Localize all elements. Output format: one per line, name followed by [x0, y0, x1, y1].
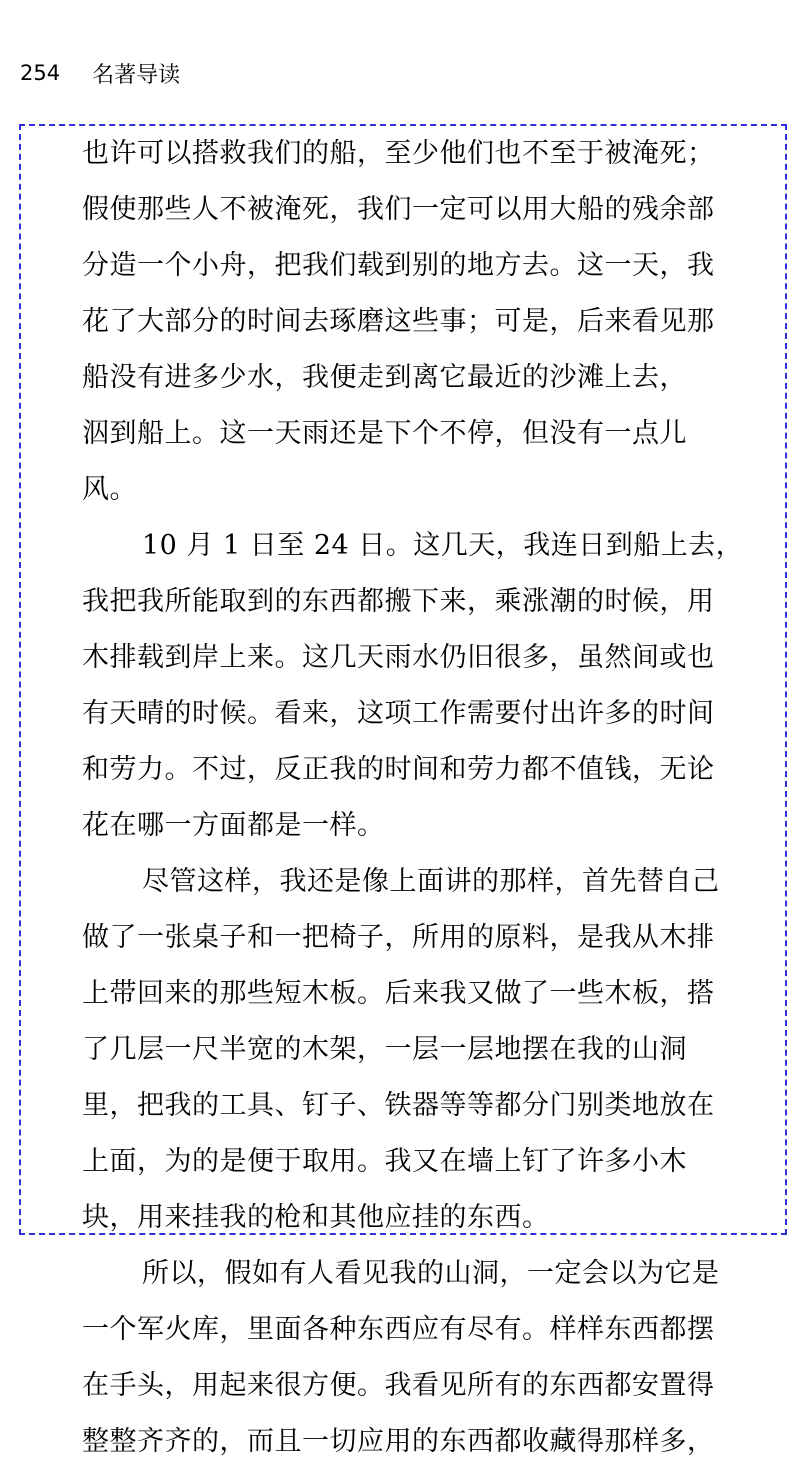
paragraph-start-line: 10 月 1 日至 24 日。这几天，我连日到船上去，: [142, 530, 744, 561]
text-line: 木排载到岸上来。这几天雨水仍旧很多，虽然间或也: [82, 642, 715, 673]
text-selection-frame[interactable]: [19, 124, 787, 1457]
text-line: 船没有进多少水，我便走到离它最近的沙滩上去，: [82, 362, 687, 393]
text-line: 也许可以搭救我们的船，至少他们也不至于被淹死；: [82, 138, 715, 169]
text-line: 里，把我的工具、钉子、铁器等等都分门别类地放在: [82, 1090, 715, 1121]
text-line: 上带回来的那些短木板。后来我又做了一些木板，搭: [82, 978, 715, 1009]
text-line: 假使那些人不被淹死，我们一定可以用大船的残余部: [82, 194, 715, 225]
text-line: 在手头，用起来很方便。我看见所有的东西都安置得: [82, 1370, 715, 1401]
text-line: 花了大部分的时间去琢磨这些事；可是，后来看见那: [82, 306, 715, 337]
text-line: 块，用来挂我的枪和其他应挂的东西。: [82, 1202, 550, 1233]
text-line: 做了一张桌子和一把椅子，所用的原料，是我从木排: [82, 922, 715, 953]
text-line: 分造一个小舟，把我们载到别的地方去。这一天，我: [82, 250, 715, 281]
paragraph-start-line: 尽管这样，我还是像上面讲的那样，首先替自己: [142, 866, 720, 897]
page-header: [20, 58, 180, 88]
text-line: 泅到船上。这一天雨还是下个不停，但没有一点儿: [82, 418, 687, 449]
text-line: 一个军火库，里面各种东西应有尽有。样样东西都摆: [82, 1314, 715, 1345]
text-line: 整整齐齐的，而且一切应用的东西都收藏得那样多，: [82, 1426, 715, 1457]
body-text: [82, 126, 790, 1470]
text-line: 上面，为的是便于取用。我又在墙上钉了许多小木: [82, 1146, 687, 1177]
text-line: 了几层一尺半宽的木架，一层一层地摆在我的山洞: [82, 1034, 687, 1065]
text-line: 和劳力。不过，反正我的时间和劳力都不值钱，无论: [82, 754, 715, 785]
text-line: 花在哪一方面都是一样。: [82, 810, 385, 841]
text-line: 有天晴的时候。看来，这项工作需要付出许多的时间: [82, 698, 715, 729]
book-title: 名著导读: [92, 62, 181, 88]
text-line: 我把我所能取到的东西都搬下来，乘涨潮的时候，用: [82, 586, 715, 617]
page-number: 254: [20, 61, 61, 85]
paragraph-start-line: 所以，假如有人看见我的山洞，一定会以为它是: [142, 1258, 720, 1289]
text-line: 风。: [82, 474, 137, 505]
